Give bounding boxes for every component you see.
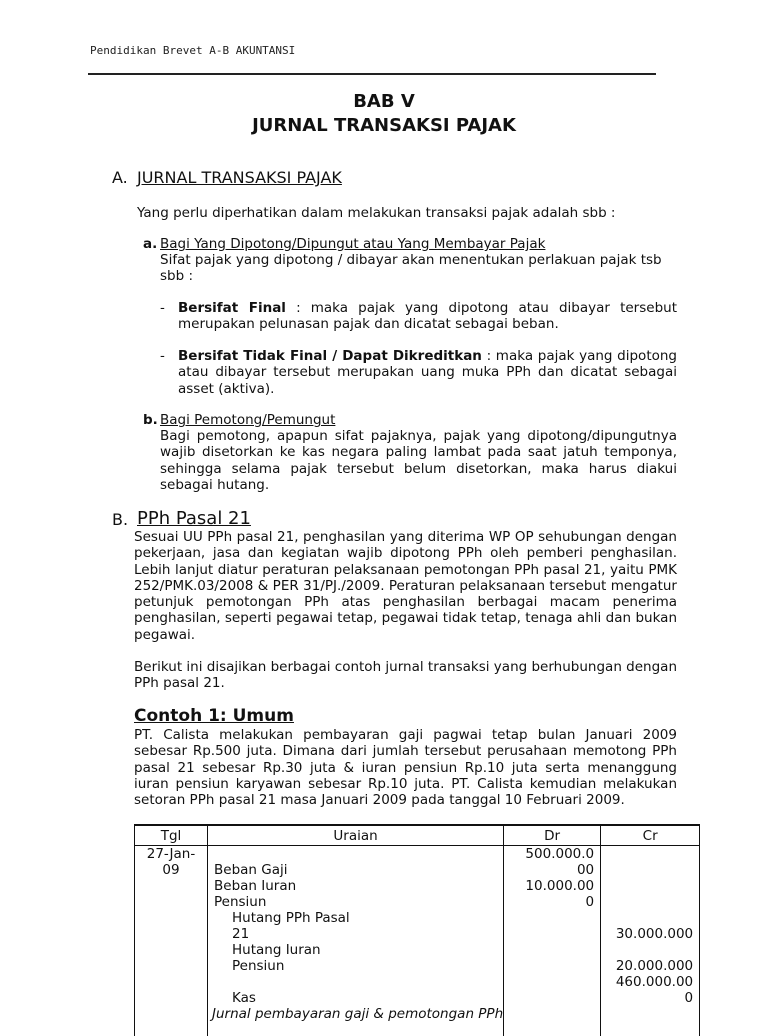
bullet-tidak-final-term: Bersifat Tidak Final / Dapat Dikreditkan — [178, 348, 482, 364]
item-b-text: Bagi pemotong, apapun sifat pajaknya, pajak yang dipotong/dipungutnya wajib disetorkan ke kas negara paling lambat pada saat jatuh temponya, sehingga selama pajak tersebut belum disetorkan, maka harus diakui sebagai hutang. — [160, 428, 677, 493]
cell-cr — [601, 846, 700, 1036]
section-a-heading — [112, 168, 512, 190]
item-a-text: Sifat pajak yang dipotong / dibayar akan menentukan perlakuan pajak tsb sbb : — [160, 252, 690, 285]
uraian-line: 21 — [232, 926, 503, 942]
chapter-number: BAB V — [0, 91, 768, 112]
tgl-line: 09 — [135, 862, 207, 878]
uraian-line: Beban Gaji — [214, 862, 503, 878]
item-b-marker: b. — [143, 412, 158, 428]
running-header: Pendidikan Brevet A-B AKUNTANSI — [90, 44, 295, 57]
section-b-title: PPh Pasal 21 — [137, 508, 251, 529]
section-a-intro: Yang perlu diperhatikan dalam melakukan transaksi pajak adalah sbb : — [137, 205, 615, 221]
cell-tgl — [135, 846, 208, 1036]
col-cr-header: Cr — [601, 825, 700, 846]
bullet-final-text: : maka pajak yang dipotong atau dibayar tersebut merupakan pelunasan pajak dan dicatat sebagai beban. — [178, 300, 677, 332]
col-dr-header: Dr — [504, 825, 601, 846]
dr-line: 10.000.00 — [504, 878, 594, 894]
uraian-line: Pensiun — [214, 894, 503, 910]
example1-text: PT. Calista melakukan pembayaran gaji pagwai tetap bulan Januari 2009 sebesar Rp.500 juta. Dimana dari jumlah tersebut perusahaan memotong PPh pasal 21 sebesar Rp.30 juta & iuran pensiun Rp.10 juta serta menanggung iuran pensiun karyawan sebesar Rp.10 juta. PT. Calista kemudian melakukan setoran PPh pasal 21 masa Januari 2009 pada tanggal 10 Februari 2009. — [134, 727, 677, 808]
section-b-para2: Berikut ini disajikan berbagai contoh jurnal transaksi yang berhubungan dengan PPh pasal 21. — [134, 659, 677, 692]
uraian-line: Beban Iuran — [214, 878, 503, 894]
bullet-dash: - — [160, 348, 165, 364]
item-a-title: Bagi Yang Dipotong/Dipungut atau Yang Membayar Pajak — [160, 236, 545, 252]
tgl-line: 27-Jan- — [135, 846, 207, 862]
dr-line: 00 — [504, 862, 594, 878]
uraian-line: Hutang PPh Pasal — [232, 910, 503, 926]
table-header-row — [135, 825, 700, 846]
uraian-line: Kas — [232, 990, 503, 1006]
cr-line: 460.000.00 — [601, 974, 693, 990]
bullet-final-term: Bersifat Final — [178, 300, 286, 316]
uraian-line — [232, 974, 503, 990]
bullet-tidak-final-text: : maka pajak yang dipotong atau dibayar tersebut merupakan uang muka PPh dan dicatat sebagai asset (aktiva). — [178, 348, 677, 397]
cell-uraian — [208, 846, 504, 1036]
item-a-marker: a. — [143, 236, 157, 252]
cell-dr — [504, 846, 601, 1036]
cr-line: 20.000.000 — [601, 958, 693, 974]
section-b-para1: Sesuai UU PPh pasal 21, penghasilan yang diterima WP OP sehubungan dengan pekerjaan, jasa dan kegiatan wajib dipotong PPh oleh pemberi penghasilan. Lebih lanjut diatur peraturan pelaksanaan pemotongan PPh pasal 21, yaitu PMK 252/PMK.03/2008 & PER 31/PJ./2009. Peraturan pelaksanaan tersebut mengatur petunjuk pemotongan PPh atas penghasilan berbagai macam penerima penghasilan, seperti pegawai tetap, pegawai tidak tetap, tenaga ahli dan bukan pegawai. — [134, 529, 677, 643]
section-b-letter: B. — [112, 510, 128, 529]
item-b-title: Bagi Pemotong/Pemungut — [160, 412, 335, 428]
col-uraian-header: Uraian — [208, 825, 504, 846]
bullet-final — [178, 300, 677, 333]
section-a-title: JURNAL TRANSAKSI PAJAK — [137, 168, 342, 187]
section-a-letter: A. — [112, 168, 128, 187]
uraian-line: Pensiun — [232, 958, 503, 974]
dr-line: 500.000.0 — [504, 846, 594, 862]
dr-line: 0 — [504, 894, 594, 910]
example1-title: Contoh 1: Umum — [134, 706, 294, 726]
chapter-title: JURNAL TRANSAKSI PAJAK — [0, 115, 768, 136]
bullet-dash: - — [160, 300, 165, 316]
journal-note: Jurnal pembayaran gaji & pemotongan PPh — [208, 1006, 503, 1022]
col-tgl-header: Tgl — [135, 825, 208, 846]
bullet-tidak-final — [178, 348, 677, 397]
header-divider — [88, 73, 656, 75]
uraian-line: Hutang Iuran — [232, 942, 503, 958]
journal-table — [134, 824, 700, 1036]
cr-line: 0 — [601, 990, 693, 1006]
table-row — [135, 846, 700, 1036]
cr-line: 30.000.000 — [601, 926, 693, 942]
